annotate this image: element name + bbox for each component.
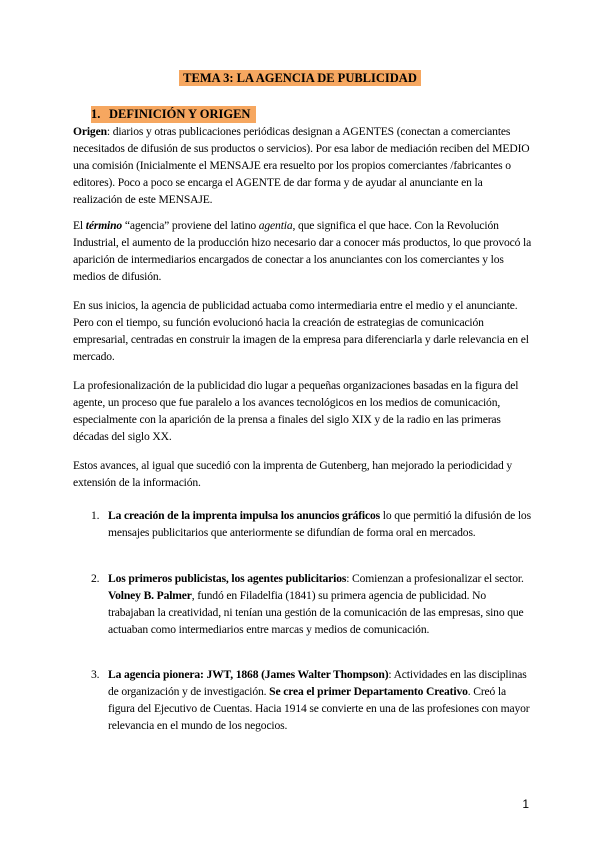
paragraph-termino: El término “agencia” proviene del latino agentia, que significa el que hace. Con la Revolución Industrial, el aumento de la producción hizo necesario dar a conocer más productos, lo que provocó la aparición de intermediarios encargados de conectar a los anunciantes con los comerciantes y los medios de difusión.: [73, 219, 532, 283]
termino-label: término: [85, 219, 123, 232]
paragraph-inicios: En sus inicios, la agencia de publicidad actuaba como intermediaria entre el medio y el anunciante. Pero con el tiempo, su función evolucionó hacia la creación de estrategias de comunicación empresarial, centradas en construir la imagen de la empresa para diferenciarla y darle relevancia en el mercado.: [73, 299, 529, 363]
paragraph-profesionalizacion: La profesionalización de la publicidad dio lugar a pequeñas organizaciones basadas en la figura del agente, un proceso que fue paralelo a los avances tecnológicos en los medios de comunicación, especialmente con la aparición de la prensa a finales del siglo XIX y de la radio en las primeras décadas del siglo XX.: [73, 379, 519, 443]
list-item-number: 1.: [91, 509, 100, 522]
list-item-number: 2.: [91, 572, 100, 585]
section-heading: [91, 106, 256, 123]
section-number: 1.: [91, 107, 101, 121]
document-title: TEMA 3: LA AGENCIA DE PUBLICIDAD: [0, 71, 600, 86]
origen-label: Origen: [73, 125, 107, 138]
list-item-number: 3.: [91, 668, 100, 681]
paragraph-avances: Estos avances, al igual que sucedió con la imprenta de Gutenberg, han mejorado la periodicidad y extensión de la información.: [73, 459, 513, 489]
document-page: TEMA 3: LA AGENCIA DE PUBLICIDAD 1. DEFINICIÓN Y ORIGEN Origen: diarios y otras publicaciones periódicas designan a AGENTES (conectan a comerciantes necesitados de difusión de sus productos o servicios). Por esa labor de mediación reciben del MEDIO una comisión (Inicialmente el MENSAJE era resuelto por los propios comerciantes /fabricantes o editores). Poco a poco se encarga el AGENTE de dar forma y de ayudar al anunciante en la realización de este MENSAJE. El término “agencia” proviene del latino agentia, que significa el que hace. Con la Revolución Industrial, el aumento de la producción hizo necesario dar a conocer más productos, lo que provocó la aparición de intermediarios encargados de conectar a los anunciantes con los comerciantes y los medios de difusión. En sus inicios, la agencia de publicidad actuaba como intermediaria entre el medio y el anunciante. Pero con el tiempo, su función evolucionó hacia la creación de estrategias de comunicación empresarial, centradas en construir la imagen de la empresa para diferenciarla y darle relevancia en el mercado. La profesionalización de la publicidad dio lugar a pequeñas organizaciones basadas en la figura del agente, un proceso que fue paralelo a los avances tecnológicos en los medios de comunicación, especialmente con la aparición de la prensa a finales del siglo XIX y de la radio en las primeras décadas del siglo XX. Estos avances, al igual que sucedió con la imprenta de Gutenberg, han mejorado la periodicidad y extensión de la información. 1. La creación de la imprenta impulsa los anuncios gráficos lo que permitió la difusión de los mensajes publicitarios que anteriormente se difundían de forma oral en mercados. 2. Los primeros publicistas, los agentes publicitarios: Comienzan a profesionalizar el sector. Volney B. Palmer, fundó en Filadelfia (1841) su primera agencia de publicidad. No trabajaban la creatividad, ni tenían una gestión de la comunicación de las empresas, sino que actuaban como intermediarios entre marcas y medios de comunicación. 3. La agencia pionera: JWT, 1868 (James Walter Thompson): Actividades en las disciplinas de organización y de investigación. Se crea el primer Departamento Creativo. Creó la figura del Ejecutivo de Cuentas. Hacia 1914 se convierte en una de las profesiones con mayor relevancia en el mundo de los negocios. 1: [0, 0, 600, 848]
section-heading-text: DEFINICIÓN Y ORIGEN: [109, 107, 251, 121]
paragraph-origen: Origen: diarios y otras publicaciones periódicas designan a AGENTES (conectan a comerciantes necesitados de difusión de sus productos o servicios). Por esa labor de mediación reciben del MEDIO una comisión (Inicialmente el MENSAJE era resuelto por los propios comerciantes /fabricantes o editores). Poco a poco se encarga el AGENTE de dar forma y de ayudar al anunciante en la realización de este MENSAJE.: [73, 125, 530, 206]
page-number: 1: [522, 797, 529, 811]
